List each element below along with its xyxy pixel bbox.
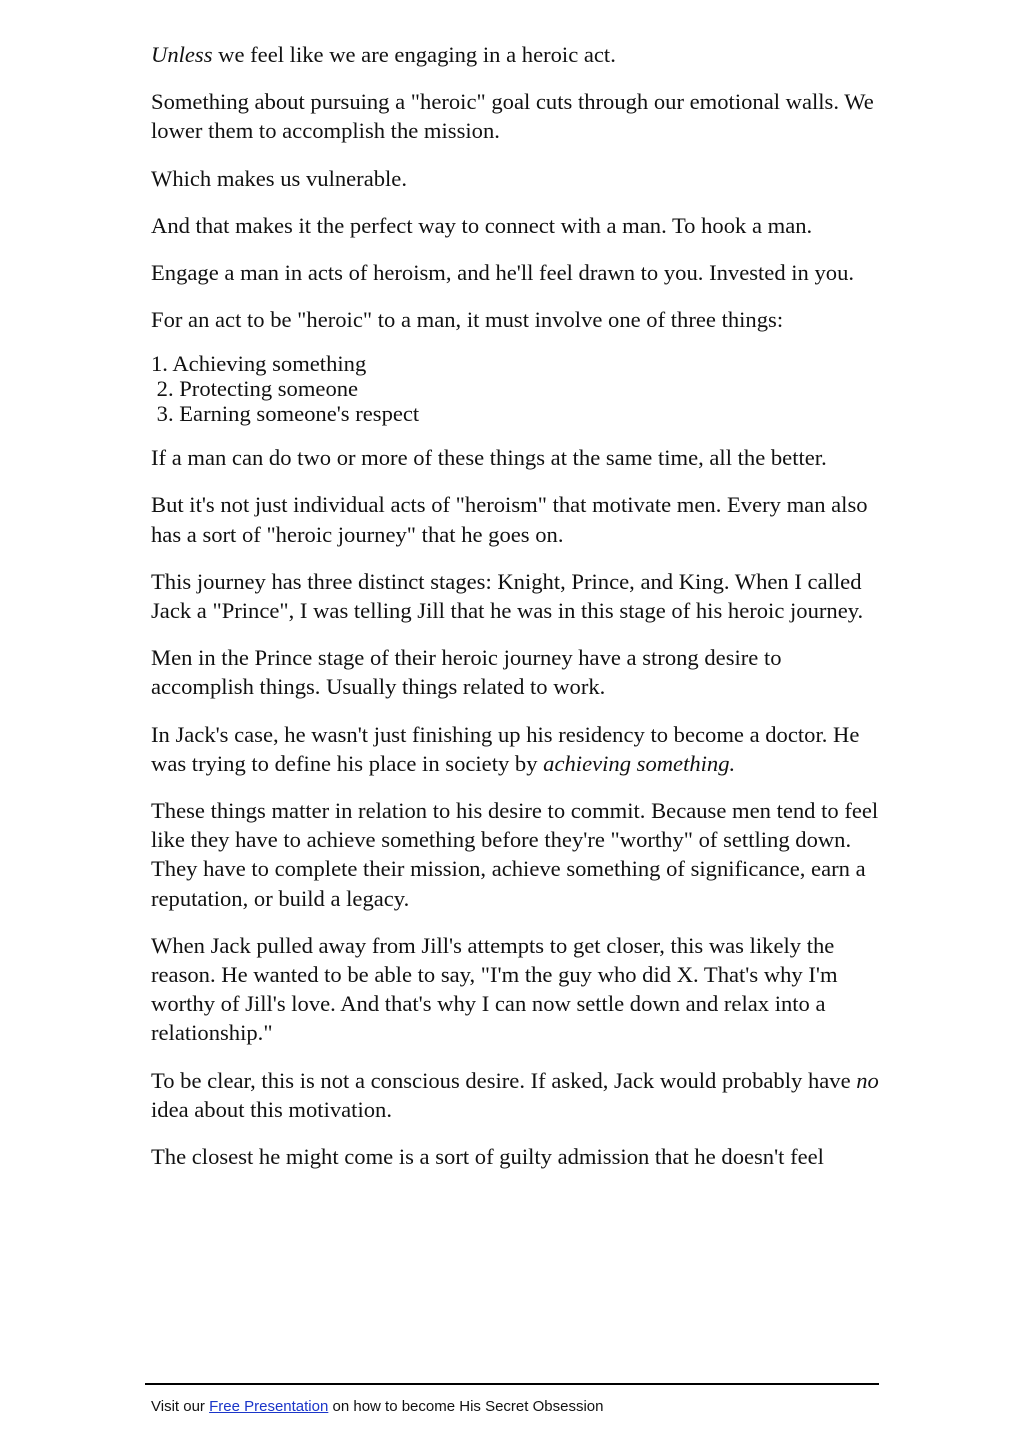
paragraph-text: When Jack pulled away from Jill's attempts to get closer, this was likely the reason. He wanted to be able to say, "I'm the guy who did X. That's why I'm worthy of Jill's love. And that's why I can now settle down and relax into a relationship."	[151, 932, 838, 1046]
paragraph	[151, 720, 881, 778]
paragraph	[151, 796, 881, 913]
paragraph-text: we feel like we are engaging in a heroic act.	[212, 42, 616, 67]
italic-text: Unless	[151, 42, 213, 67]
paragraph-text: The closest he might come is a sort of guilty admission that he doesn't feel	[151, 1144, 824, 1170]
paragraph-text: idea about this motivation.	[151, 1096, 392, 1122]
paragraph-text: Something about pursuing a "heroic" goal cuts through our emotional walls. We lower them to accomplish the mission.	[151, 89, 874, 144]
paragraph	[151, 87, 881, 145]
paragraph-text: In Jack's case, he wasn't just finishing up his residency to become a doctor. He was trying to define his place in society by	[151, 721, 860, 776]
paragraph	[151, 305, 881, 334]
paragraph	[151, 1142, 881, 1171]
paragraph-text: To be clear, this is not a conscious desire. If asked, Jack would probably have	[151, 1067, 857, 1093]
paragraph-text: Engage a man in acts of heroism, and he'll feel drawn to you. Invested in you.	[151, 260, 855, 286]
paragraph	[151, 931, 881, 1048]
paragraph-text: But it's not just individual acts of "heroism" that motivate men. Every man also has a sort of "heroic journey" that he goes on.	[151, 492, 868, 547]
free-presentation-link[interactable]: Free Presentation	[209, 1398, 329, 1415]
paragraph	[151, 443, 881, 472]
paragraph-text: For an act to be "heroic" to a man, it must involve one of three things:	[151, 307, 784, 333]
paragraph	[151, 567, 881, 625]
italic-text: no	[856, 1067, 879, 1093]
paragraph	[151, 490, 881, 548]
document-body	[151, 40, 881, 1189]
footer-divider	[145, 1383, 879, 1385]
list-item: 1. Achieving something	[151, 351, 367, 377]
paragraph-text: And that makes it the perfect way to connect with a man. To hook a man.	[151, 212, 813, 238]
italic-text: achieving something.	[543, 750, 736, 776]
paragraph-group-intro	[151, 40, 881, 334]
paragraph	[151, 40, 881, 69]
paragraph	[151, 258, 881, 287]
page-footer	[151, 1398, 603, 1415]
paragraph-text: These things matter in relation to his desire to commit. Because men tend to feel like they have to achieve something before they're "worthy" of settling down. They have to complete their mission, achieve something of significance, earn a reputation, or build a legacy.	[151, 798, 879, 911]
paragraph-text: Men in the Prince stage of their heroic journey have a strong desire to accomplish things. Usually things related to work.	[151, 645, 782, 700]
paragraph	[151, 1066, 881, 1124]
list-item: 3. Earning someone's respect	[151, 400, 420, 426]
paragraph-group-body	[151, 443, 881, 1171]
paragraph-text: Which makes us vulnerable.	[151, 165, 407, 191]
paragraph	[151, 164, 881, 193]
heroic-criteria-list	[151, 352, 881, 426]
paragraph-text: If a man can do two or more of these things at the same time, all the better.	[151, 445, 827, 471]
paragraph-text: This journey has three distinct stages: Knight, Prince, and King. When I called Jack a "Prince", I was telling Jill that he was in this stage of his heroic journey.	[151, 568, 864, 624]
footer-suffix: on how to become His Secret Obsession	[328, 1398, 604, 1415]
footer-prefix: Visit our	[151, 1398, 210, 1415]
paragraph	[151, 643, 881, 701]
paragraph	[151, 211, 881, 240]
list-item: 2. Protecting someone	[151, 376, 359, 402]
